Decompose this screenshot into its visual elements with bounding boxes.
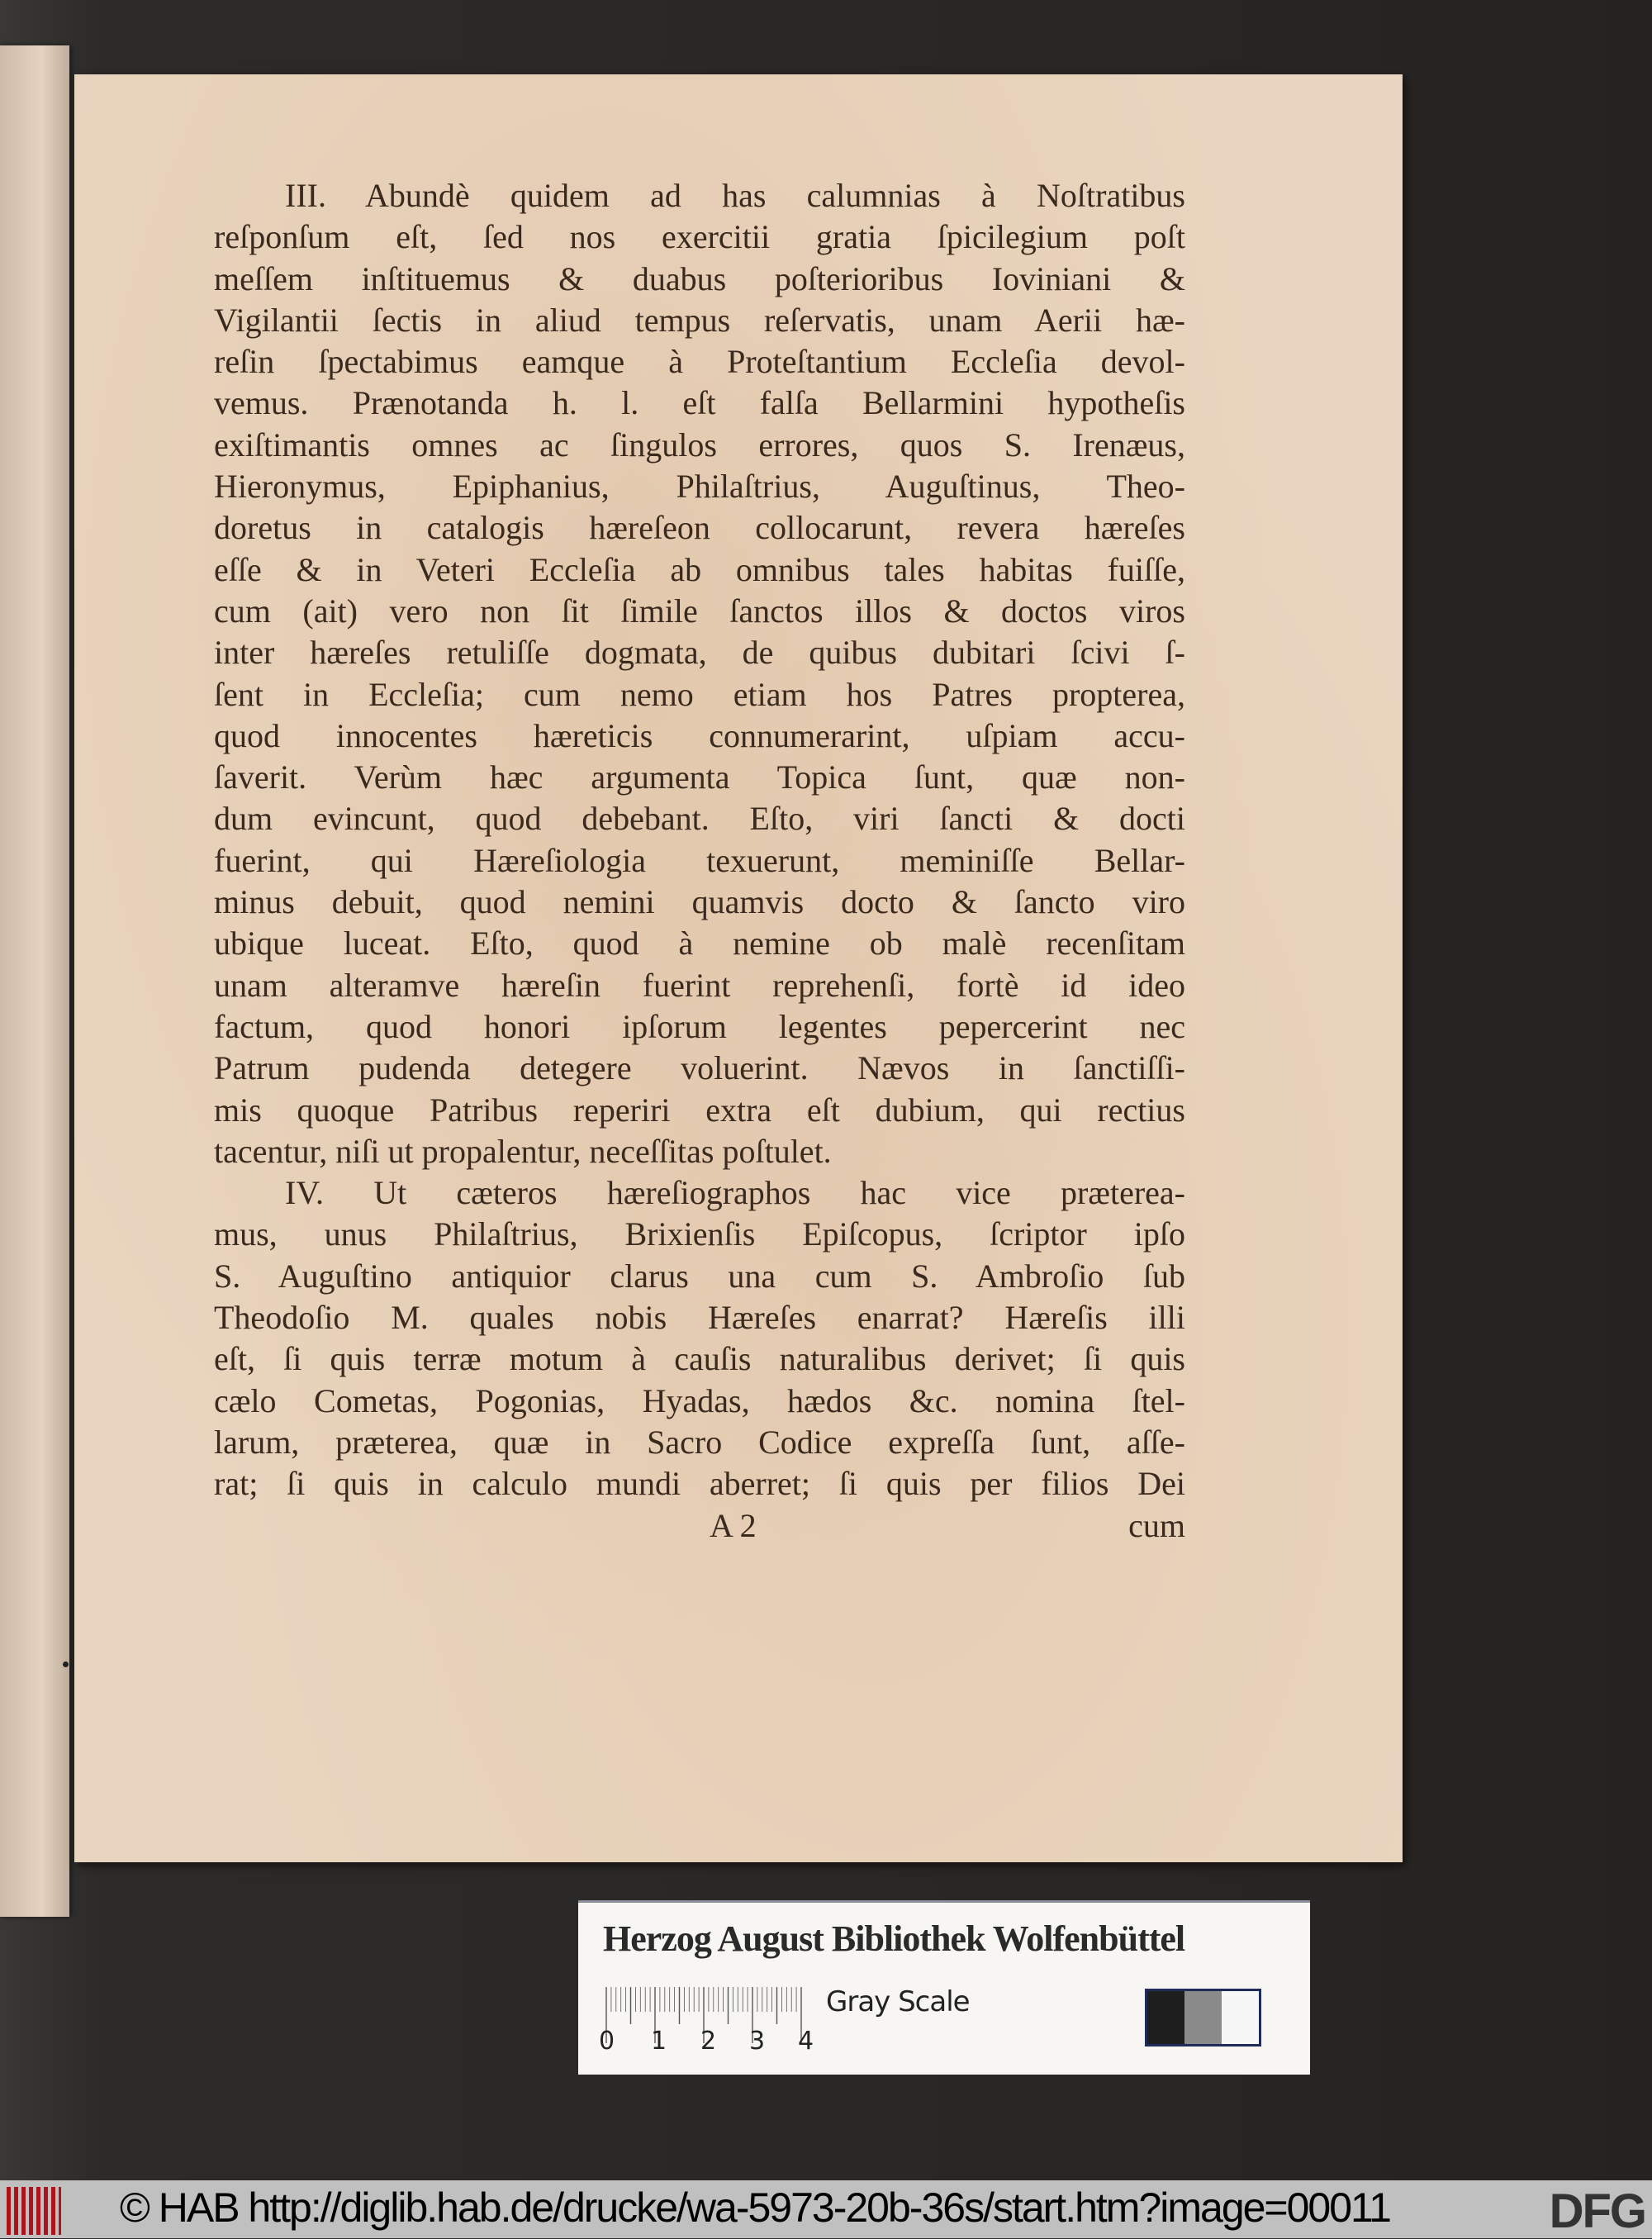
text-line: Theodoſio M. quales nobis Hæreſes enarrat? Hæreſis illi [214, 1299, 1185, 1337]
page-dot [63, 1661, 69, 1667]
catchword: cum [1128, 1506, 1185, 1544]
gray-scale-label: Gray Scale [826, 1985, 970, 2018]
text-line: ſent in Eccleſia; cum nemo etiam hos Patres propterea, [214, 675, 1185, 713]
library-name: Herzog August Bibliothek Wolfenbüttel [603, 1918, 1185, 1959]
hab-logo-icon [7, 2187, 61, 2235]
text-line: larum, præterea, quæ in Sacro Codice expreſſa ſunt, aſſe- [214, 1423, 1185, 1461]
text-line: exiſtimantis omnes ac ſingulos errores, quos S. Irenæus, [214, 425, 1185, 463]
text-line: Hieronymus, Epiphanius, Philaſtrius, Auguſtinus, Theo- [214, 468, 1185, 506]
text-line: III. Abundè quidem ad has calumnias à Noſtratibus [285, 177, 1185, 214]
gray-patch [1222, 1991, 1259, 2044]
text-line: dum evincunt, quod debebant. Eſto, viri ſancti & docti [214, 800, 1185, 838]
color-calibration-card [578, 1900, 1310, 2075]
ruler-label: 4 [798, 2027, 814, 2056]
text-line: ſaverit. Verùm hæc argumenta Topica ſunt, quæ non- [214, 758, 1185, 796]
text-line: tacentur, niſi ut propalentur, neceſſitas poſtulet. [214, 1132, 832, 1170]
ruler-label: 0 [599, 2027, 615, 2056]
text-line: S. Auguſtino antiquior clarus una cum S. Ambroſio ſub [214, 1257, 1185, 1295]
text-line: meſſem inſtituemus & duabus poſterioribus Ioviniani & [214, 259, 1185, 297]
text-line: cælo Cometas, Pogonias, Hyadas, hædos &c. nomina ſtel- [214, 1381, 1185, 1419]
text-line: Patrum pudenda detegere voluerint. Nævos in ſanctiſſi- [214, 1049, 1185, 1087]
text-line: unam alteramve hæreſin fuerint reprehenſi, fortè id ideo [214, 966, 1185, 1004]
text-line: quod innocentes hæreticis connumerarint, uſpiam accu- [214, 716, 1185, 754]
footer-bar [0, 2180, 1652, 2238]
dfg-logo: DFG [1549, 2184, 1645, 2238]
text-line: IV. Ut cæteros hæreſiographos hac vice præterea- [285, 1174, 1185, 1212]
text-line: eſſe & in Veteri Eccleſia ab omnibus tales habitas fuiſſe, [214, 550, 1185, 588]
text-line: eſt, ſi quis terræ motum à cauſis naturalibus derivet; ſi quis [214, 1340, 1185, 1378]
text-line: vemus. Prænotanda h. l. eſt falſa Bellarmini hypotheſis [214, 384, 1185, 422]
ruler-label: 1 [651, 2027, 667, 2056]
copyright-url: © HAB http://diglib.hab.de/drucke/wa-5973-20b-36s/start.htm?image=00011 [120, 2184, 1390, 2231]
page-text [214, 175, 1185, 1547]
text-line: reſin ſpectabimus eamque à Proteſtantium Eccleſia devol- [214, 343, 1185, 381]
ruler-label: 2 [700, 2027, 717, 2056]
text-line: rat; ſi quis in calculo mundi aberret; ſi quis per filios Dei [214, 1465, 1185, 1503]
gray-patch [1147, 1991, 1184, 2044]
text-line: minus debuit, quod nemini quamvis docto & ſancto viro [214, 883, 1185, 921]
gray-scale-patches [1145, 1989, 1261, 2046]
text-line: fuerint, qui Hæreſiologia texuerunt, meminiſſe Bellar- [214, 841, 1185, 879]
signature-mark: A 2 [710, 1506, 757, 1544]
gray-patch [1184, 1991, 1222, 2044]
text-line: cum (ait) vero non ſit ſimile ſanctos illos & doctos viros [214, 592, 1185, 630]
text-line: reſponſum eſt, ſed nos exercitii gratia ſpicilegium poſt [214, 218, 1185, 256]
text-line: factum, quod honori ipſorum legentes pepercerint nec [214, 1007, 1185, 1045]
text-line: doretus in catalogis hæreſeon collocarunt, revera hæreſes [214, 509, 1185, 547]
text-line: ubique luceat. Eſto, quod à nemine ob malè recenſitam [214, 925, 1185, 963]
page-footer-row [214, 1505, 1185, 1547]
text-line: Vigilantii ſectis in aliud tempus reſervatis, unam Aerii hæ- [214, 301, 1185, 339]
adjacent-page-edge [0, 45, 69, 1917]
text-line: mus, unus Philaſtrius, Brixienſis Epiſcopus, ſcriptor ipſo [214, 1215, 1185, 1253]
text-line: inter hæreſes retuliſſe dogmata, de quibus dubitari ſcivi ſ- [214, 634, 1185, 672]
text-line: mis quoque Patribus reperiri extra eſt dubium, qui rectius [214, 1091, 1185, 1129]
ruler-label: 3 [749, 2027, 766, 2056]
